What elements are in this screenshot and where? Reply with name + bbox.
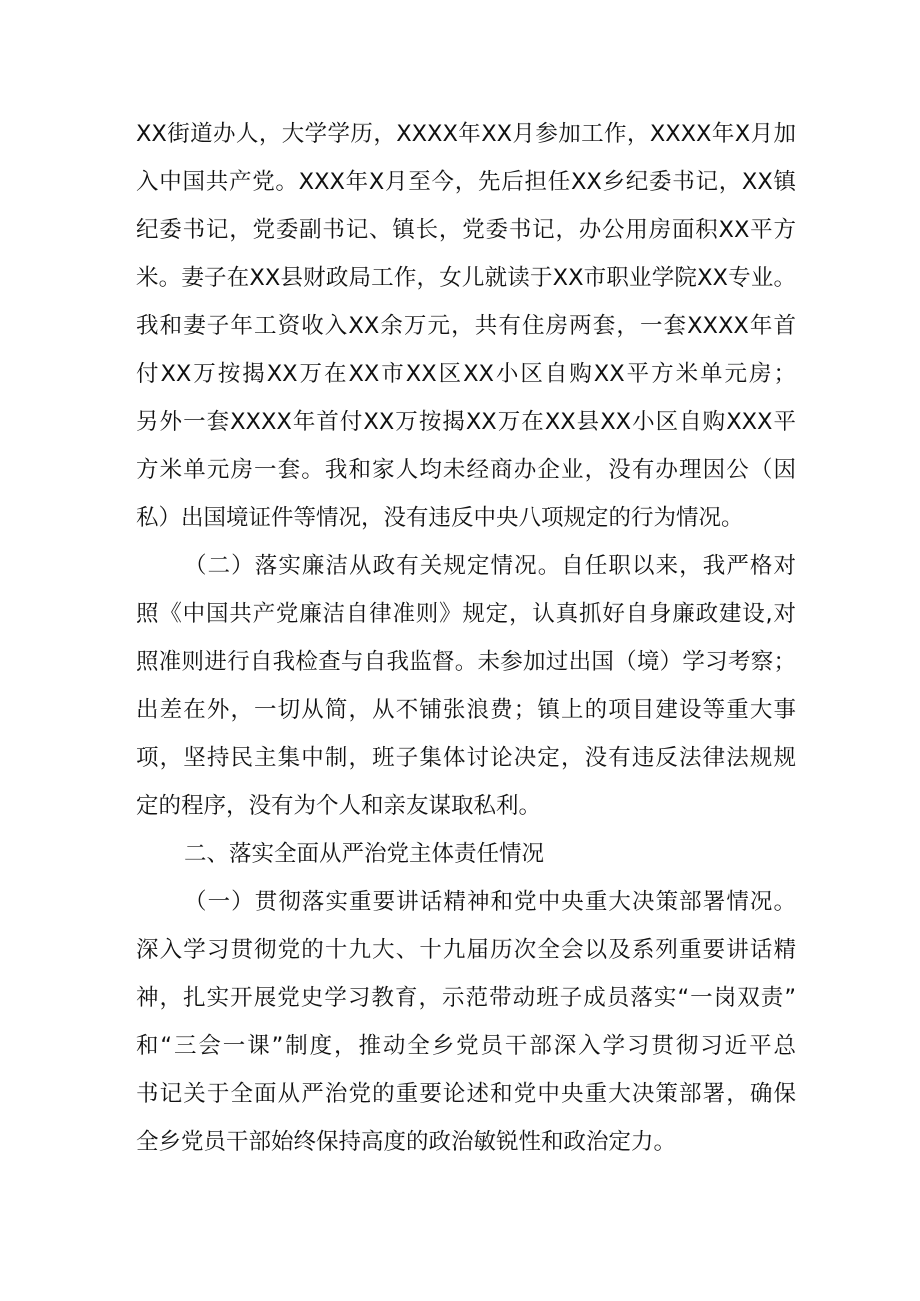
paragraph-2-line-4: 出差在外，一切从简，从不铺张浪费；镇上的项目建设等重大事	[136, 697, 796, 723]
paragraph-1-line-2: 入中国共产党。XXX年X月至今，先后担任XX乡纪委书记，XX镇	[136, 169, 796, 195]
paragraph-1-line-9: 私）出国境证件等情况，没有违反中央八项规定的行为情况。	[136, 505, 744, 531]
paragraph-3-line-6: 全乡党员干部始终保持高度的政治敏锐性和政治定力。	[136, 1129, 677, 1155]
paragraph-1-line-1: XX街道办人，大学学历，XXXX年XX月参加工作，XXXX年X月加	[136, 121, 796, 147]
paragraph-3-line-2: 深入学习贯彻党的十九大、十九届历次全会以及系列重要讲话精	[136, 937, 796, 963]
section-heading: 二、落实全面从严治党主体责任情况	[184, 841, 545, 867]
paragraph-2-line-2: 照《中国共产党廉洁自律准则》规定，认真抓好自身廉政建设,对	[136, 601, 796, 627]
paragraph-3-line-5: 书记关于全面从严治党的重要论述和党中央重大决策部署，确保	[136, 1081, 796, 1107]
paragraph-1-line-3: 纪委书记，党委副书记、镇长，党委书记，办公用房面积XX平方	[136, 217, 796, 243]
paragraph-1-line-6: 付XX万按揭XX万在XX市XX区XX小区自购XX平方米单元房；	[136, 361, 796, 387]
paragraph-1-line-4: 米。妻子在XX县财政局工作，女儿就读于XX市职业学院XX专业。	[136, 265, 796, 291]
paragraph-1-line-7: 另外一套XXXX年首付XX万按揭XX万在XX县XX小区自购XXX平	[136, 409, 796, 435]
paragraph-1-line-5: 我和妻子年工资收入XX余万元，共有住房两套，一套XXXX年首	[136, 313, 796, 339]
paragraph-3-line-3: 神，扎实开展党史学习教育，示范带动班子成员落实“一岗双责”	[136, 985, 796, 1011]
paragraph-3-line-4: 和“三会一课”制度，推动全乡党员干部深入学习贯彻习近平总	[136, 1033, 796, 1059]
paragraph-2-line-6: 定的程序，没有为个人和亲友谋取私利。	[136, 793, 542, 819]
paragraph-3-line-1: （一）贯彻落实重要讲话精神和党中央重大决策部署情况。	[184, 889, 796, 915]
paragraph-2-line-5: 项，坚持民主集中制，班子集体讨论决定，没有违反法律法规规	[136, 745, 796, 771]
paragraph-2-line-3: 照准则进行自我检查与自我监督。未参加过出国（境）学习考察；	[136, 649, 796, 675]
paragraph-2-line-1: （二）落实廉洁从政有关规定情况。自任职以来，我严格对	[184, 553, 796, 579]
paragraph-1-line-8: 方米单元房一套。我和家人均未经商办企业，没有办理因公（因	[136, 457, 796, 483]
